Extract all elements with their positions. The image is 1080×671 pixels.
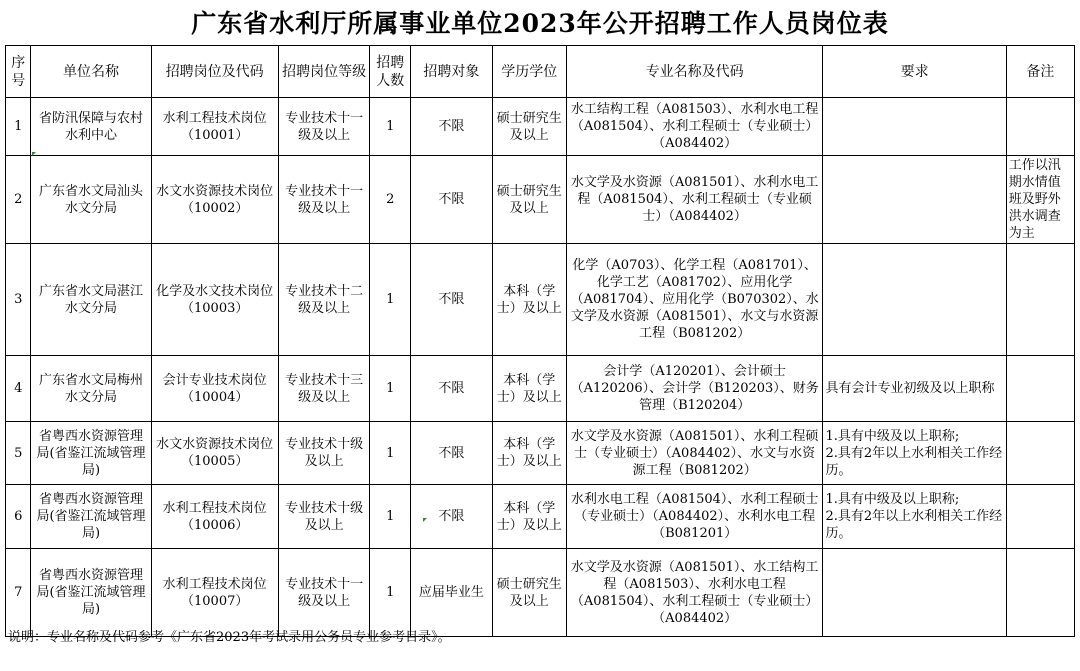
cell-requirement: 具有会计专业初级及以上职称 <box>823 356 1006 422</box>
cell-position: 会计专业技术岗位（10004） <box>151 356 278 422</box>
header-target: 招聘对象 <box>411 46 492 98</box>
cell-level: 专业技术十三级及以上 <box>278 356 370 422</box>
cell-education: 本科（学士）及以上 <box>492 356 566 422</box>
cell-seq: 1 <box>6 98 31 156</box>
cell-seq: 6 <box>6 485 31 549</box>
cell-seq: 4 <box>6 356 31 422</box>
header-major: 专业名称及代码 <box>566 46 823 98</box>
cell-target: 不限 <box>411 244 492 356</box>
header-education: 学历学位 <box>492 46 566 98</box>
header-remark: 备注 <box>1006 46 1074 98</box>
cell-education: 硕士研究生及以上 <box>492 549 566 637</box>
cell-requirement: 1.具有中级及以上职称; 2.具有2年以上水利相关工作经历。 <box>823 485 1006 549</box>
header-level: 招聘岗位等级 <box>278 46 370 98</box>
cell-education: 硕士研究生及以上 <box>492 156 566 244</box>
cell-target: 应届毕业生 <box>411 549 492 637</box>
cell-count: 1 <box>370 356 411 422</box>
cell-unit: 广东省水文局湛江水文分局 <box>31 244 151 356</box>
cell-major: 水利水电工程（A081504）、水利工程硕士（专业硕士）（A084402）、水利水电工程（B081201） <box>566 485 823 549</box>
header-position: 招聘岗位及代码 <box>151 46 278 98</box>
cell-education: 本科（学士）及以上 <box>492 244 566 356</box>
cell-unit: 省防汛保障与农村水利中心 <box>31 98 151 156</box>
cell-level: 专业技术十级及以上 <box>278 485 370 549</box>
cell-level: 专业技术十级及以上 <box>278 422 370 485</box>
footnote: 说明：专业名称及代码参考《广东省2023年考试录用公务员专业参考目录》。 <box>8 630 451 645</box>
cell-level: 专业技术十一级及以上 <box>278 549 370 637</box>
cell-count: 1 <box>370 98 411 156</box>
cell-major: 水文学及水资源（A081501）、水利水电工程（A081504）、水利工程硕士（专业硕士）（A084402） <box>566 156 823 244</box>
cell-seq: 7 <box>6 549 31 637</box>
cell-remark <box>1006 549 1074 637</box>
table-row <box>6 485 1075 549</box>
cell-target: 不限 <box>411 356 492 422</box>
cell-position: 水文水资源技术岗位（10002） <box>151 156 278 244</box>
cell-position: 水利工程技术岗位（10001） <box>151 98 278 156</box>
cell-position: 水利工程技术岗位（10006） <box>151 485 278 549</box>
table-row <box>6 356 1075 422</box>
cell-remark <box>1006 356 1074 422</box>
table-row <box>6 244 1075 356</box>
cell-comment-marker <box>423 518 427 522</box>
table-row <box>6 549 1075 637</box>
cell-seq: 3 <box>6 244 31 356</box>
header-row <box>6 46 1075 98</box>
cell-count: 1 <box>370 485 411 549</box>
cell-level: 专业技术十一级及以上 <box>278 156 370 244</box>
cell-target: 不限 <box>411 98 492 156</box>
cell-seq: 5 <box>6 422 31 485</box>
cell-count: 1 <box>370 422 411 485</box>
cell-unit: 省粤西水资源管理局(省鉴江流域管理局) <box>31 422 151 485</box>
page-title: 广东省水利厅所属事业单位2023年公开招聘工作人员岗位表 <box>191 9 889 38</box>
positions-table <box>5 45 1075 637</box>
cell-major: 化学（A0703）、化学工程（A081701）、化学工艺（A081702）、应用化学（A081704）、应用化学（B070302）、水文学及水资源（A081501）、水文与水资源工程（B081202） <box>566 244 823 356</box>
cell-requirement <box>823 549 1006 637</box>
header-count: 招聘人数 <box>370 46 411 98</box>
cell-remark <box>1006 485 1074 549</box>
cell-requirement: 1.具有中级及以上职称; 2.具有2年以上水利相关工作经历。 <box>823 422 1006 485</box>
cell-requirement <box>823 156 1006 244</box>
cell-target: 不限 <box>411 422 492 485</box>
cell-position: 水利工程技术岗位（10007） <box>151 549 278 637</box>
cell-major: 水文学及水资源（A081501）、水工结构工程（A081503）、水利水电工程（A081504）、水利工程硕士（专业硕士）（A084402） <box>566 549 823 637</box>
cell-requirement <box>823 244 1006 356</box>
table-row <box>6 156 1075 244</box>
cell-remark <box>1006 98 1074 156</box>
table-row <box>6 98 1075 156</box>
cell-count: 1 <box>370 244 411 356</box>
cell-position: 水文水资源技术岗位（10005） <box>151 422 278 485</box>
cell-level: 专业技术十一级及以上 <box>278 98 370 156</box>
cell-education: 硕士研究生及以上 <box>492 98 566 156</box>
cell-comment-marker <box>32 152 36 156</box>
header-unit: 单位名称 <box>31 46 151 98</box>
cell-seq: 2 <box>6 156 31 244</box>
cell-level: 专业技术十二级及以上 <box>278 244 370 356</box>
cell-count: 2 <box>370 156 411 244</box>
table-row <box>6 422 1075 485</box>
cell-count: 1 <box>370 549 411 637</box>
cell-position: 化学及水文技术岗位（10003） <box>151 244 278 356</box>
cell-unit: 广东省水文局梅州水文分局 <box>31 356 151 422</box>
cell-unit: 省粤西水资源管理局(省鉴江流域管理局) <box>31 549 151 637</box>
cell-education: 本科（学士）及以上 <box>492 485 566 549</box>
cell-remark <box>1006 244 1074 356</box>
cell-major: 会计学（A120201）、会计硕士（A120206）、会计学（B120203）、财务管理（B120204） <box>566 356 823 422</box>
cell-education: 本科（学士）及以上 <box>492 422 566 485</box>
cell-remark <box>1006 422 1074 485</box>
header-seq: 序号 <box>6 46 31 98</box>
cell-major: 水文学及水资源（A081501）、水利工程硕士（专业硕士）（A084402）、水文与水资源工程（B081202） <box>566 422 823 485</box>
cell-requirement <box>823 98 1006 156</box>
header-requirement: 要求 <box>823 46 1006 98</box>
cell-target: 不限 <box>411 156 492 244</box>
cell-unit: 省粤西水资源管理局(省鉴江流域管理局) <box>31 485 151 549</box>
cell-remark: 工作以汛期水情值班及野外洪水调查为主 <box>1006 156 1074 244</box>
cell-unit: 广东省水文局汕头水文分局 <box>31 156 151 244</box>
cell-major: 水工结构工程（A081503）、水利水电工程（A081504）、水利工程硕士（专业硕士）（A084402） <box>566 98 823 156</box>
cell-target: 不限 <box>411 485 492 549</box>
